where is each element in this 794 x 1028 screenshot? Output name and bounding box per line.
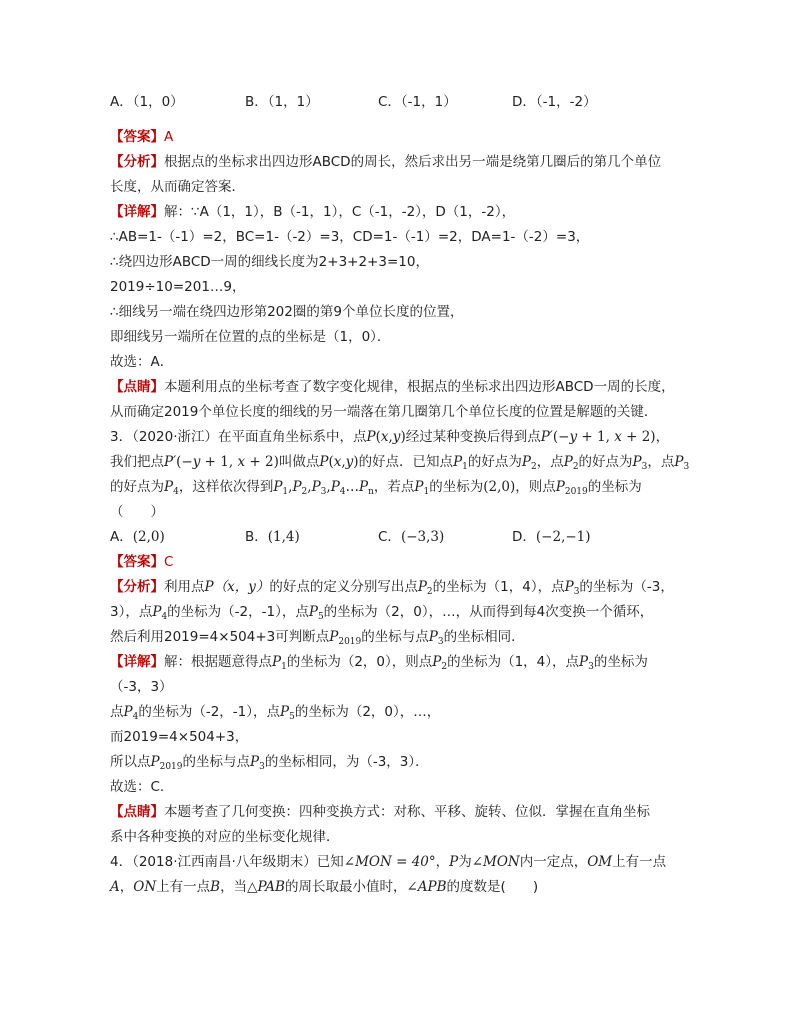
detail-text: 解：根据题意得点 (164, 654, 272, 670)
math-point-p: P(x,y) (319, 454, 359, 470)
q3-stem-text: 的好点．已知点 (358, 454, 454, 470)
q3-stem-text: ，点 (647, 454, 675, 470)
analysis-text: 的坐标相同． (443, 629, 525, 645)
q2-options (110, 90, 700, 115)
q3-comment-line-1 (110, 800, 700, 825)
q3-stem-text: ，这样依次得到 (178, 479, 274, 495)
math-ray-om: OM (587, 854, 613, 870)
analysis-text: 的好点的定义分别写出点 (269, 579, 418, 595)
math-p2019: $P_{2019}$ (150, 754, 183, 772)
detail-tag: 【详解】 (110, 204, 164, 220)
detail-text: 的坐标为（2，0），则点 (286, 654, 433, 670)
math-p5: $P_5$ (308, 604, 324, 622)
q3-option-d[interactable] (512, 525, 591, 550)
math-p3: $P_3$ (250, 754, 265, 772)
q3-comment-line-2: 系中各种变换的对应的坐标变化规律． (110, 829, 340, 845)
analysis-text: 的坐标为（1，4），点 (432, 579, 565, 595)
q4-stem-text: 为 (458, 854, 472, 870)
comment-text: 本题考查了几何变换：四种变换方式：对称、平移、旋转、位似．掌握在直角坐标 (164, 804, 650, 820)
q3-stem-line-2 (110, 450, 700, 475)
q3-options (110, 525, 700, 550)
document-page (110, 90, 700, 900)
answer-tag: 【答案】 (110, 129, 164, 145)
q2-detail-line-2: ∴AB=1-（-1）=2，BC=1-（-2）=3，CD=1-（-1）=2，DA=1-（-2）=3， (110, 229, 590, 245)
q3-stem-text: ，则点 (515, 479, 556, 495)
option-letter: D． (512, 529, 536, 545)
math-p3: $P_3$ (632, 454, 648, 472)
q2-comment-line-1 (110, 375, 700, 400)
math-p4: $P_4$ (123, 704, 139, 722)
math-p3: $P_3$ (674, 454, 690, 472)
q3-stem-text: 经过某种变换后得到点 (405, 429, 541, 445)
q2-detail-line-5: ∴细线另一端在绕四边形第202圈的第9个单位长度的位置， (110, 304, 464, 320)
analysis-tag: 【分析】 (110, 579, 164, 595)
q3-detail-line-1 (110, 650, 700, 675)
q3-stem-text: 的坐标为 (429, 479, 484, 495)
comment-text: 本题利用点的坐标考查了数字变化规律，根据点的坐标求出四边形ABCD一周的长度， (164, 379, 675, 395)
q3-answer (110, 550, 700, 575)
math-point-p: P（x，y） (204, 579, 270, 595)
q3-detail-line-3 (110, 700, 700, 725)
q3-option-c[interactable] (378, 525, 444, 550)
math-p1: $P_1$ (272, 654, 287, 672)
q2-option-b[interactable]: B．（1，1） (245, 94, 319, 110)
q3-stem-blank: （ ） (110, 504, 164, 520)
detail-text: 的坐标与点 (182, 754, 250, 770)
math-p4: $P_4$ (152, 604, 168, 622)
analysis-text: 3），点 (110, 604, 153, 620)
q3-option-a[interactable] (110, 525, 165, 550)
q4-stem-line-1 (110, 850, 700, 875)
q3-detail-line-4: 而2019=4×504+3， (110, 729, 249, 745)
detail-text: 的坐标为 (593, 654, 648, 670)
option-math: (1,4) (267, 529, 300, 545)
q2-detail-line-1 (110, 200, 700, 225)
math-p2: $P_2$ (563, 454, 579, 472)
q2-comment-line-2: 从而确定2019个单位长度的细线的另一端落在第几圈第几个单位长度的位置是解题的关键． (110, 404, 658, 420)
math-transformed-point: P′(−y + 1, x + 2) (164, 454, 279, 470)
math-triangle-pab: △PAB (247, 879, 285, 895)
q3-stem-line-3 (110, 475, 700, 500)
math-p3: $P_3$ (564, 579, 580, 597)
analysis-text: 利用点 (164, 579, 205, 595)
math-ray-on: ON (133, 879, 157, 895)
q2-detail-line-4: 2019÷10=201…9， (110, 279, 246, 295)
q4-stem-text: 上有一点 (156, 879, 211, 895)
q3-stem-text: 的坐标为 (587, 479, 642, 495)
analysis-text: 根据点的坐标求出四边形ABCD的周长，然后求出另一端是绕第几圈后的第几个单位 (164, 154, 662, 170)
detail-text: 的坐标为（1，4），点 (447, 654, 580, 670)
math-angle-mon-40: ∠MON = 40° (343, 854, 436, 870)
math-p2019: $P_{2019}$ (329, 629, 362, 647)
q4-stem-line-2 (110, 875, 700, 900)
q2-detail-line-6: 即细线另一端所在位置的点的坐标是（1，0）． (110, 329, 391, 345)
q2-detail-line-7: 故选：A． (110, 354, 174, 370)
math-point-a: A (110, 879, 120, 895)
q3-stem-text: 3．（2020·浙江）在平面直角坐标系中，点 (110, 429, 367, 445)
math-point-p: P(x,y) (366, 429, 406, 445)
q3-stem-text: 我们把点 (110, 454, 164, 470)
option-letter: A． (110, 529, 133, 545)
q4-stem-text: ，当 (220, 879, 248, 895)
math-p3: $P_3$ (428, 629, 444, 647)
q2-option-c[interactable]: C．（-1，1） (378, 94, 457, 110)
q4-stem-text: 4．（2018·江西南昌·八年级期末）已知 (110, 854, 344, 870)
option-letter: C． (378, 529, 401, 545)
q4-stem-text: 的度数是( ) (446, 879, 539, 895)
q4-stem-text: 内一定点， (519, 854, 588, 870)
q3-stem-text: 的好点为 (578, 454, 633, 470)
analysis-tag: 【分析】 (110, 154, 164, 170)
q2-option-a[interactable]: A．（1，0） (110, 94, 184, 110)
answer-tag: 【答案】 (110, 554, 164, 570)
q4-stem-text: ， (435, 854, 450, 870)
q4-stem-text: 的周长取最小值时， (284, 879, 407, 895)
math-p4: $P_4$ (164, 479, 179, 497)
option-math: (−2,−1) (535, 529, 591, 545)
math-coord-2-0: (2,0) (483, 479, 516, 495)
q2-analysis-line-2: 长度，从而确定答案． (110, 179, 245, 195)
q3-stem-text: 的好点为 (467, 454, 522, 470)
detail-text: 解：∵A（1，1），B（-1，1），C（-1，-2），D（1，-2）， (164, 204, 516, 220)
comment-tag: 【点睛】 (110, 379, 164, 395)
math-p2: $P_2$ (432, 654, 448, 672)
math-p1: $P_1$ (414, 479, 430, 497)
q3-stem-line-1 (110, 425, 700, 450)
math-p3: $P_3$ (579, 654, 594, 672)
q3-detail-line-6: 故选：C． (110, 779, 174, 795)
option-math: (−3,3) (400, 529, 445, 545)
math-p1: $P_1$ (453, 454, 468, 472)
analysis-text: 的坐标为（-2，-1），点 (167, 604, 309, 620)
detail-text: 点 (110, 704, 124, 720)
q3-stem-text: ， (655, 429, 670, 445)
comment-tag: 【点睛】 (110, 804, 164, 820)
analysis-text: 然后利用2019=4×504+3可判断点 (110, 629, 330, 645)
q3-option-b[interactable] (245, 525, 300, 550)
math-angle-apb: ∠APB (406, 879, 447, 895)
q3-stem-text: ，点 (536, 454, 564, 470)
detail-text: 的坐标为（2，0），…， (294, 704, 441, 720)
option-math: (2,0) (132, 529, 165, 545)
math-transformed-point: P′(−y + 1, x + 2) (540, 429, 656, 445)
q3-detail-line-5 (110, 750, 700, 775)
answer-value: A (164, 129, 174, 145)
q3-analysis-line-3 (110, 625, 700, 650)
q3-stem-text: 叫做点 (278, 454, 320, 470)
q3-detail-line-2: （-3，3） (110, 679, 173, 695)
detail-text: 的坐标为（-2，-1），点 (138, 704, 280, 720)
q2-analysis-line-1 (110, 150, 700, 175)
math-sequence: $P_1,P_2,P_3,P_4\dots P_n$ (273, 479, 374, 497)
q2-answer (110, 125, 700, 150)
math-p2019: $P_{2019}$ (555, 479, 588, 497)
detail-text: 的坐标相同，为（-3，3）． (264, 754, 429, 770)
q3-stem-text: ，若点 (373, 479, 415, 495)
analysis-text: 的坐标为（2，0），…，从而得到每4次变换一个循环， (323, 604, 654, 620)
q2-option-d[interactable]: D．（-1，-2） (512, 94, 597, 110)
math-angle-mon: ∠MON (471, 854, 520, 870)
math-p2: $P_2$ (417, 579, 433, 597)
q3-stem-text: 的好点为 (110, 479, 164, 495)
detail-tag: 【详解】 (110, 654, 164, 670)
q4-stem-text: ， (119, 879, 134, 895)
q2-detail-line-3: ∴绕四边形ABCD一周的细线长度为2+3+2+3=10， (110, 254, 429, 270)
analysis-text: 的坐标与点 (361, 629, 429, 645)
math-p5: $P_5$ (280, 704, 295, 722)
answer-value: C (164, 554, 174, 570)
analysis-text: 的坐标为（-3， (579, 579, 674, 595)
math-point-p: P (449, 854, 459, 870)
q3-analysis-line-1 (110, 575, 700, 600)
q4-stem-text: 上有一点 (612, 854, 667, 870)
q3-analysis-line-2 (110, 600, 700, 625)
math-p2: $P_2$ (521, 454, 537, 472)
option-letter: B． (245, 529, 268, 545)
math-point-b: B (210, 879, 221, 895)
detail-text: 所以点 (110, 754, 151, 770)
